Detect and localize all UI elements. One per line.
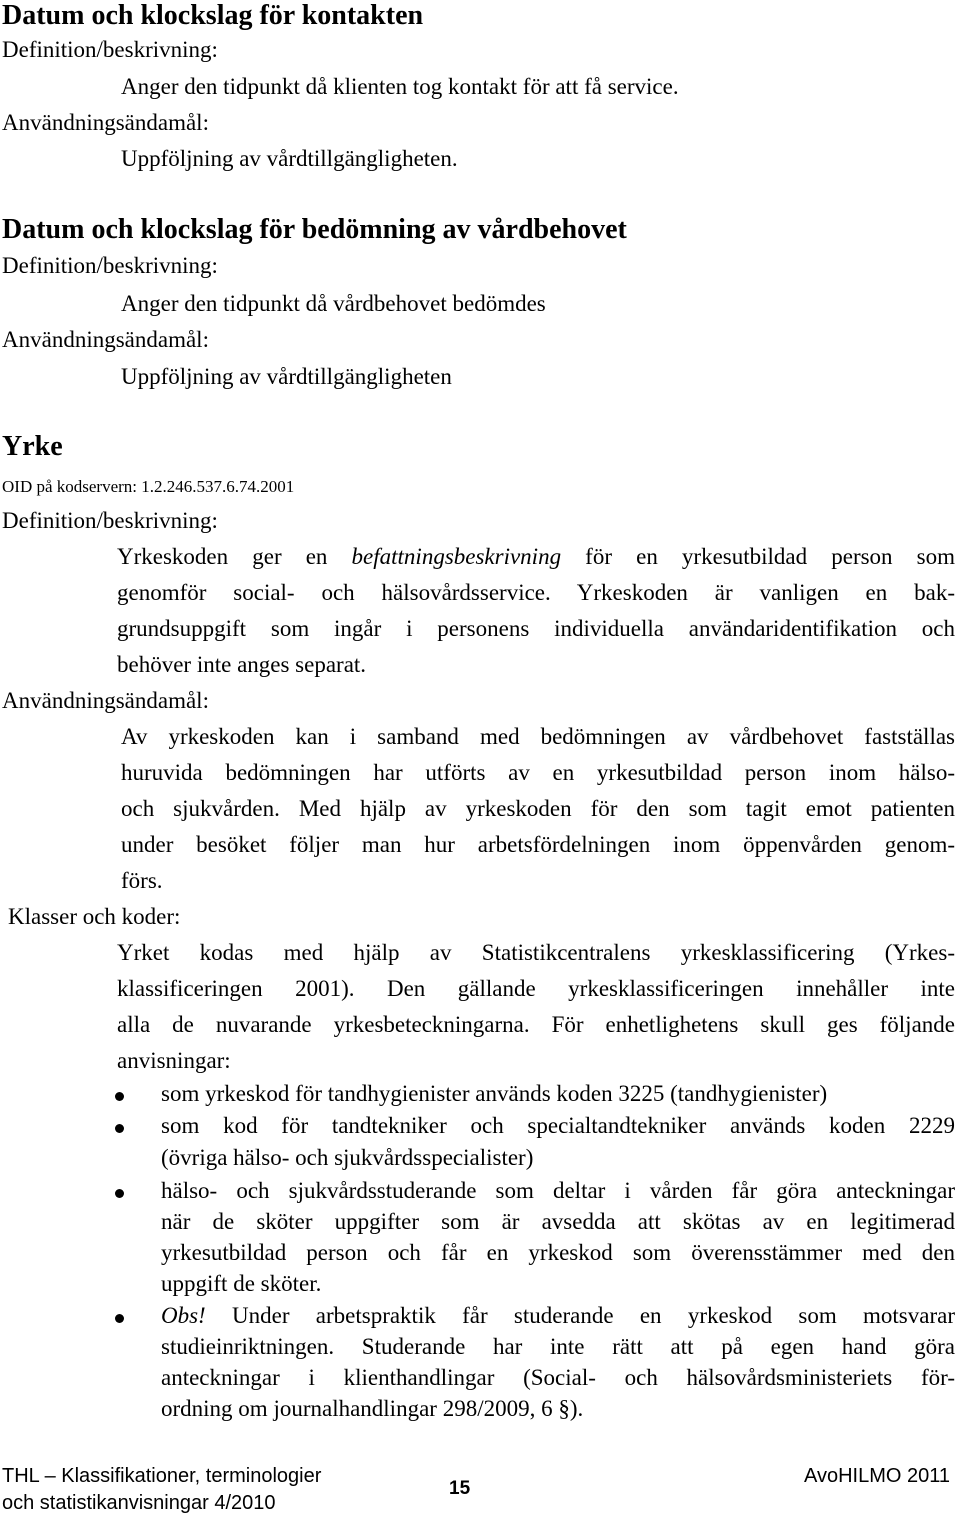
- bullet-icon: [115, 1314, 124, 1323]
- paragraph-line: yrkesutbildad person och får en yrkeskod som överensstämmer med den: [161, 1240, 955, 1265]
- usage-label: Användningsändamål:: [2, 110, 209, 135]
- paragraph-line: anteckningar i klienthandlingar (Social- och hälsovårdsministeriets för-: [161, 1365, 955, 1390]
- paragraph-line: och sjukvården. Med hjälp av yrkeskoden för den som tagit emot patienten: [121, 796, 955, 821]
- paragraph-line: behöver inte anges separat.: [117, 652, 367, 677]
- section-heading-assessment-time: Datum och klockslag för bedömning av vårdbehovet: [2, 214, 627, 245]
- paragraph-line: studieinriktningen. Studerande har inte rätt att på egen hand göra: [161, 1334, 955, 1359]
- paragraph-line: uppgift de sköter.: [161, 1271, 322, 1296]
- section-heading-contact-time: Datum och klockslag för kontakten: [2, 0, 424, 31]
- paragraph-line: som yrkeskod för tandhygienister används koden 3225 (tandhygienister): [161, 1081, 828, 1106]
- paragraph-line: hälso- och sjukvårdsstuderande som deltar i vården får göra anteckningar: [161, 1178, 955, 1203]
- paragraph-line: anvisningar:: [117, 1048, 231, 1073]
- footer-document-title: AvoHILMO 2011: [804, 1465, 951, 1487]
- usage-label: Användningsändamål:: [2, 327, 209, 352]
- paragraph-line: Obs! Under arbetspraktik får studerande en yrkeskod som motsvarar: [161, 1303, 955, 1328]
- bullet-item: [161, 1175, 955, 1299]
- paragraph-line: Yrkeskoden ger en befattningsbeskrivning för en yrkesutbildad person som: [117, 544, 955, 569]
- paragraph-line: när de sköter uppgifter som är avsedda att skötas av en legitimerad: [161, 1209, 955, 1234]
- obs-emphasis: Obs!: [161, 1303, 206, 1328]
- definition-label: Definition/beskrivning:: [2, 508, 218, 533]
- paragraph-line: Yrket kodas med hjälp av Statistikcentralens yrkesklassificering (Yrkes-: [117, 940, 955, 965]
- usage-text: Uppföljning av vårdtillgängligheten.: [121, 146, 458, 171]
- paragraph-line: huruvida bedömningen har utförts av en yrkesutbildad person inom hälso-: [121, 760, 955, 785]
- occupation-definition: [117, 539, 955, 683]
- definition-label: Definition/beskrivning:: [2, 253, 218, 278]
- definition-label: Definition/beskrivning:: [2, 37, 218, 62]
- paragraph-line: (övriga hälso- och sjukvårdsspecialister): [161, 1145, 534, 1170]
- paragraph-line: klassificeringen 2001). Den gällande yrkesklassificeringen innehåller inte: [117, 976, 955, 1001]
- emphasis-term: befattningsbeskrivning: [351, 544, 562, 569]
- footer-publisher-line2: och statistikanvisningar 4/2010: [2, 1492, 276, 1514]
- footer-publisher-line1: THL – Klassifikationer, terminologier: [2, 1465, 322, 1487]
- usage-text: Uppföljning av vårdtillgängligheten: [121, 364, 452, 389]
- classes-text: [117, 935, 955, 1079]
- oid-text: OID på kodservern: 1.2.246.537.6.74.2001: [2, 477, 295, 496]
- paragraph-line: som kod för tandtekniker och specialtandtekniker används koden 2229: [161, 1113, 955, 1138]
- occupation-usage: [121, 719, 955, 899]
- paragraph-line: Av yrkeskoden kan i samband med bedömningen av vårdbehovet fastställas: [121, 724, 955, 749]
- definition-text: Anger den tidpunkt då klienten tog kontakt för att få service.: [121, 74, 679, 99]
- definition-text: Anger den tidpunkt då vårdbehovet bedömdes: [121, 291, 546, 316]
- paragraph-line: under besöket följer man hur arbetsfördelningen inom öppenvården genom-: [121, 832, 955, 857]
- bullet-item: [161, 1110, 955, 1174]
- bullet-icon: [115, 1092, 124, 1101]
- bullet-icon: [115, 1189, 124, 1198]
- bullet-item: [161, 1078, 955, 1110]
- paragraph-line: alla de nuvarande yrkesbeteckningarna. För enhetlighetens skull ges följande: [117, 1012, 955, 1037]
- classes-label: Klasser och koder:: [8, 904, 181, 929]
- paragraph-line: förs.: [121, 868, 163, 893]
- paragraph-line: ordning om journalhandlingar 298/2009, 6 §).: [161, 1396, 584, 1421]
- paragraph-line: grundsuppgift som ingår i personens individuella användaridentifikation och: [117, 616, 955, 641]
- usage-label: Användningsändamål:: [2, 688, 209, 713]
- bullet-item: [161, 1300, 955, 1424]
- bullet-icon: [115, 1124, 124, 1133]
- paragraph-line: genomför social- och hälsovårdsservice. Yrkeskoden är vanligen en bak-: [117, 580, 955, 605]
- section-heading-occupation: Yrke: [2, 431, 63, 462]
- page-number: 15: [449, 1478, 471, 1499]
